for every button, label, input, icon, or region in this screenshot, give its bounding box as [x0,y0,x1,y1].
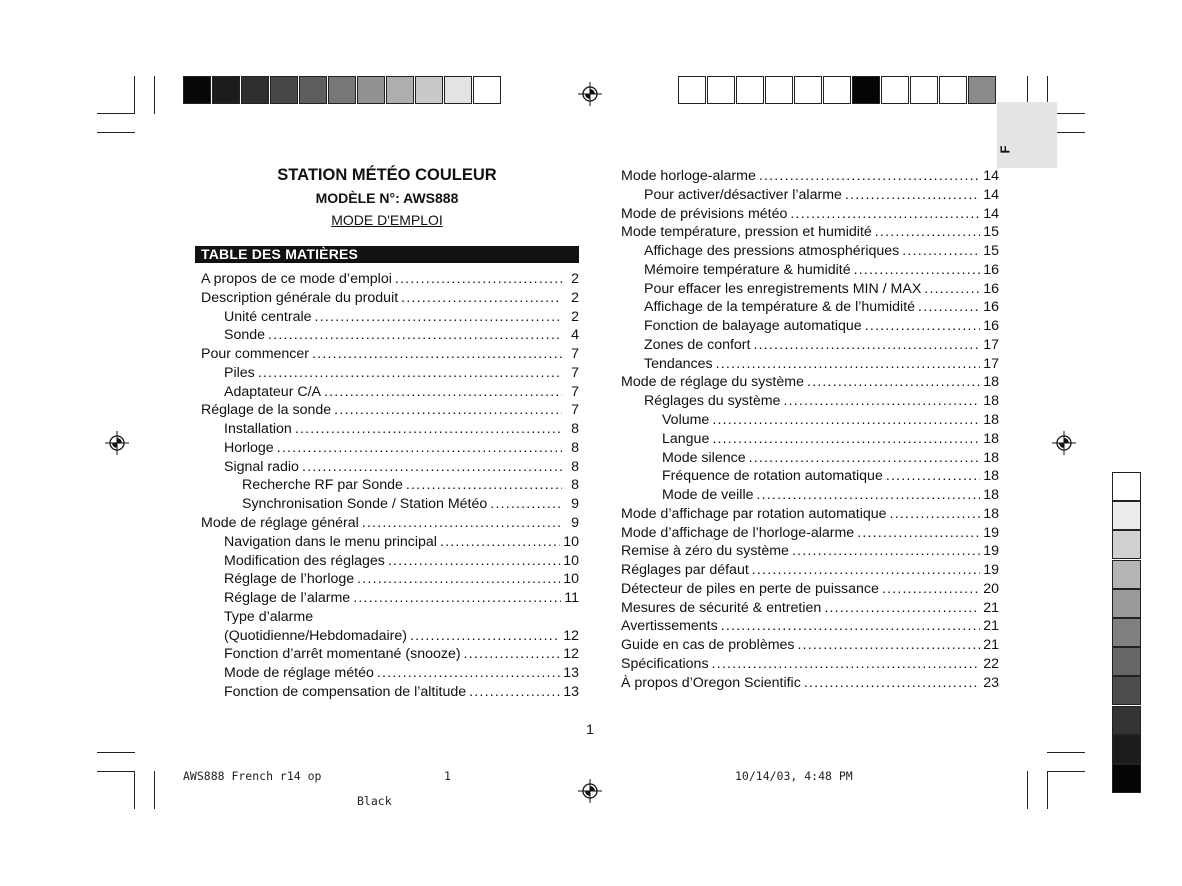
toc-entry[interactable] [201,401,579,420]
registration-mark-icon [1052,431,1076,455]
toc-leader-dots [792,542,980,561]
toc-entry-label: Signal radio [224,458,299,475]
toc-leader-dots [804,674,980,693]
toc-leader-dots [857,524,980,543]
toc-entry-page: 7 [571,383,579,400]
toc-entry-label: Affichage des pressions atmosphériques [644,243,900,260]
toc-leader-dots [757,486,981,505]
color-swatch [794,76,822,104]
toc-entry[interactable] [242,476,579,495]
toc-entry[interactable] [224,589,579,608]
toc-entry-label: Tendances [644,355,713,372]
toc-entry[interactable] [224,683,579,702]
toc-entry[interactable] [621,167,999,186]
toc-entry-label: Fonction de compensation de l’altitude [224,683,467,700]
footer-plate: Black [357,794,392,808]
color-swatch [1112,647,1141,676]
toc-entry[interactable] [621,542,999,561]
toc-entry-label: Affichage de la température & de l’humidité [644,299,916,316]
toc-entry-label: Installation [224,421,292,438]
color-swatch [1112,735,1141,764]
toc-entry-page: 2 [571,271,579,287]
toc-entry-page: 18 [983,449,999,466]
toc-entry[interactable] [662,467,999,486]
toc-entry-page: 14 [983,186,999,203]
color-swatch [823,76,851,104]
color-swatch [1112,764,1141,793]
toc-entry[interactable] [224,326,579,345]
toc-entry-page: 23 [983,674,999,691]
toc-entry-page: 18 [983,487,999,504]
toc-entry-label: Mode horloge-alarme [621,168,756,184]
toc-entry-page: 18 [983,412,999,428]
toc-entry[interactable] [621,524,999,543]
footer-date: 10/14/03, 4:48 PM [735,769,853,783]
toc-entry-page: 8 [571,477,579,494]
toc-entry-page: 20 [983,580,999,597]
toc-entry-label: Fréquence de rotation automatique [662,468,883,485]
toc-leader-dots [918,298,980,317]
toc-leader-dots [886,467,980,486]
toc-entry-page: 21 [983,637,999,654]
toc-entry-label: Spécifications [621,656,709,673]
toc-entry-page: 19 [983,562,999,579]
toc-entry-page: 16 [983,261,999,278]
toc-entry-label: Modification des réglages [224,552,385,569]
toc-entry-page: 15 [983,224,999,241]
color-swatch [1112,676,1141,705]
color-swatch [707,76,735,104]
toc-entry[interactable] [621,505,999,524]
toc-entry-label: Mode de réglage du système [621,374,804,391]
toc-leader-dots [752,561,980,580]
toc-entry[interactable] [224,383,579,402]
toc-entry[interactable] [621,674,999,693]
toc-leader-dots [268,326,562,345]
color-swatch [299,76,327,104]
toc-entry-page: 7 [571,346,579,363]
toc-entry-page: 2 [571,289,579,306]
color-swatch [473,76,501,104]
toc-leader-dots [759,167,980,186]
toc-entry-label: Fonction de balayage automatique [644,318,862,335]
toc-leader-dots [490,495,562,514]
toc-entry-label: Pour commencer [201,346,310,363]
color-swatch [852,76,880,104]
toc-entry-label: Navigation dans le menu principal [224,533,437,550]
toc-leader-dots [712,411,980,430]
toc-entry-page: 16 [983,299,999,316]
toc-entry-label: Avertissements [621,618,718,635]
toc-entry-page: 18 [983,430,999,447]
toc-entry-page: 14 [983,205,999,222]
toc-entry-page: 19 [983,524,999,541]
toc-leader-dots [790,205,980,224]
toc-entry-label: Pour effacer les enregistrements MIN / MAX [644,280,922,297]
toc-leader-dots [824,599,980,618]
color-swatch [678,76,706,104]
toc-entry-label: Synchronisation Sonde / Station Météo [242,496,488,513]
toc-entry-label: Recherche RF par Sonde [242,477,403,494]
toc-entry[interactable] [662,430,999,449]
toc-entry-label: Description générale du produit [201,289,399,306]
toc-entry[interactable] [224,420,579,439]
toc-entry[interactable] [621,561,999,580]
toc-entry[interactable] [621,655,999,674]
toc-entry[interactable] [662,411,999,430]
toc-entry[interactable] [224,627,579,646]
toc-leader-dots [902,242,980,261]
toc-entry-page: 12 [563,627,579,644]
toc-leader-dots [924,280,980,299]
toc-entry[interactable] [621,636,999,655]
toc-leader-dots [395,270,562,289]
color-swatch [212,76,240,104]
toc-entry-page: 21 [983,618,999,635]
toc-leader-dots [388,552,560,571]
toc-entry[interactable] [224,645,579,664]
toc-entry-page: 7 [571,402,579,419]
toc-entry[interactable] [644,392,999,411]
toc-entry-page: 7 [571,364,579,381]
toc-entry-page: 9 [571,496,579,513]
toc-entry-page: 16 [983,280,999,297]
toc-entry-label: Mode de veille [662,487,754,504]
color-swatch [1112,706,1141,735]
toc-entry-label: Mode température, pression et humidité [621,224,872,241]
document-title: STATION MÉTÉO COULEUR [277,166,497,184]
toc-entry-label: Détecteur de piles en perte de puissance [621,580,879,597]
toc-leader-dots [464,645,561,664]
toc-entry-label: Guide en cas de problèmes [621,637,795,654]
toc-leader-dots [440,533,560,552]
toc-entry-label: Unité centrale [224,308,312,325]
toc-entry[interactable] [242,495,579,514]
toc-leader-dots [401,289,562,308]
toc-entry[interactable] [644,261,999,280]
color-swatch [270,76,298,104]
toc-entry-page: 21 [983,599,999,616]
toc-entry-page: 13 [563,665,579,682]
toc-leader-dots [890,505,981,524]
toc-entry-label: Mode de réglage météo [224,665,374,682]
toc-leader-dots [783,392,980,411]
toc-entry-label: Horloge [224,439,274,456]
toc-entry-label: Mode d’affichage par rotation automatique [621,505,887,522]
toc-leader-dots [362,514,562,533]
color-swatch [1112,618,1141,647]
color-swatch [1112,472,1141,501]
toc-leader-dots [716,355,981,374]
toc-entry-label: Mesures de sécurité & entretien [621,599,822,616]
toc-leader-dots [469,683,560,702]
toc-entry-label: Pour activer/désactiver l’alarme [644,186,842,203]
toc-entry-page: 18 [983,374,999,391]
toc-entry-label: Mode de prévisions météo [621,205,788,222]
toc-entry[interactable] [224,364,579,383]
toc-entry-label: Remise à zéro du système [621,543,789,560]
color-swatch [1112,530,1141,559]
footer-page: 1 [444,769,451,783]
toc-entry-page: 18 [983,393,999,410]
registration-mark-icon [105,431,129,455]
toc-leader-dots [334,401,562,420]
toc-entry-page: 10 [563,533,579,550]
toc-entry[interactable] [224,439,579,458]
toc-leader-dots [302,458,562,477]
toc-entry-page: 15 [983,243,999,260]
toc-entry-page: 18 [983,468,999,485]
toc-entry[interactable] [621,373,999,392]
toc-entry-label: Piles [224,364,255,381]
toc-entry[interactable] [621,599,999,618]
toc-entry-page: 2 [571,308,579,325]
color-swatch [1112,589,1141,618]
toc-entry[interactable] [224,608,579,627]
toc-leader-dots [798,636,981,655]
toc-leader-dots [712,430,980,449]
toc-entry-label: Mémoire température & humidité [644,261,851,278]
toc-leader-dots [807,373,980,392]
color-swatch [881,76,909,104]
toc-leader-dots [315,308,562,327]
toc-entry[interactable] [644,280,999,299]
toc-entry[interactable] [644,317,999,336]
toc-entry-label: Réglage de l’horloge [224,571,355,588]
toc-entry[interactable] [224,308,579,327]
toc-entry[interactable] [662,486,999,505]
toc-entry[interactable] [621,580,999,599]
color-swatch [1112,501,1141,530]
toc-entry-page: 12 [563,646,579,663]
toc-entry-page: 16 [983,318,999,335]
toc-leader-dots [357,570,560,589]
toc-entry-label: Fonction d’arrêt momentané (snooze) [224,646,461,663]
toc-leader-dots [865,317,981,336]
toc-entry[interactable] [644,355,999,374]
toc-heading: TABLE DES MATIÈRES [195,246,579,263]
toc-entry-label: Mode de réglage général [201,515,359,531]
toc-entry-label: Réglages du système [644,393,781,410]
toc-entry-page: 9 [571,515,579,531]
toc-entry-label: Sonde [224,327,266,344]
toc-entry-page: 11 [564,590,579,607]
toc-entry-page: 14 [983,168,999,184]
toc-entry[interactable] [224,570,579,589]
toc-leader-dots [406,476,562,495]
color-swatch [939,76,967,104]
color-swatch [444,76,472,104]
color-swatch [765,76,793,104]
toc-entry-page: 8 [571,439,579,456]
color-swatch [968,76,996,104]
toc-entry[interactable] [224,458,579,477]
toc-leader-dots [312,345,562,364]
toc-entry[interactable] [644,242,999,261]
toc-entry[interactable] [224,552,579,571]
toc-entry-page: 22 [983,656,999,673]
toc-entry-label: Mode silence [662,449,746,466]
toc-entry-page: 17 [983,355,999,372]
toc-entry[interactable] [621,223,999,242]
toc-entry-label: Réglage de l’alarme [224,590,351,607]
toc-leader-dots [845,186,980,205]
toc-leader-dots [258,364,562,383]
toc-entry-page: 17 [983,336,999,353]
toc-entry[interactable] [201,514,579,533]
toc-entry[interactable] [201,270,579,289]
color-swatch [357,76,385,104]
color-swatch [183,76,211,104]
toc-entry[interactable] [224,664,579,683]
toc-entry-label: Réglages par défaut [621,562,749,579]
color-swatch [386,76,414,104]
model-number: MODÈLE N°: AWS888 [315,190,459,206]
toc-entry[interactable] [644,186,999,205]
toc-leader-dots [749,449,981,468]
toc-leader-dots [377,664,560,683]
toc-entry[interactable] [201,289,579,308]
toc-leader-dots [410,627,560,646]
toc-entry-label: À propos d’Oregon Scientific [621,674,801,691]
toc-entry-page: 4 [571,327,579,344]
toc-entry-page: 13 [563,683,579,700]
toc-leader-dots [882,580,980,599]
manual-subtitle: MODE D'EMPLOI [331,212,443,228]
toc-entry-label: Type d’alarme [224,608,314,625]
toc-entry-label: Adaptateur C/A [224,383,322,400]
toc-entry[interactable] [662,449,999,468]
registration-mark-icon [578,779,602,803]
toc-leader-dots [721,617,980,636]
color-swatch [736,76,764,104]
color-swatch [910,76,938,104]
toc-entry[interactable] [201,345,579,364]
toc-leader-dots [353,589,561,608]
toc-leader-dots [324,383,562,402]
color-swatch [241,76,269,104]
toc-entry[interactable] [621,205,999,224]
toc-entry-label: (Quotidienne/Hebdomadaire) [224,627,407,644]
registration-mark-icon [578,82,602,106]
toc-entry-page: 18 [983,505,999,522]
color-swatch [1112,560,1141,589]
toc-entry[interactable] [644,336,999,355]
toc-entry[interactable] [644,298,999,317]
toc-leader-dots [854,261,981,280]
color-swatch [415,76,443,104]
toc-leader-dots [277,439,562,458]
toc-entry[interactable] [224,533,579,552]
toc-entry-label: A propos de ce mode d’emploi [201,271,392,287]
footer-filename: AWS888 French r14 op [183,769,322,783]
language-tab-label: F [997,145,1013,154]
toc-leader-dots [295,420,562,439]
toc-entry-page: 8 [571,458,579,475]
toc-entry[interactable] [621,617,999,636]
toc-entry-page: 10 [563,571,579,588]
toc-leader-dots [875,223,980,242]
page-number: 1 [586,721,594,737]
toc-entry-page: 10 [563,552,579,569]
toc-entry-page: 19 [983,543,999,560]
toc-leader-dots [753,336,980,355]
toc-entry-label: Mode d’affichage de l’horloge-alarme [621,524,855,541]
toc-entry-label: Langue [662,430,710,447]
toc-entry-label: Zones de confort [644,336,751,353]
toc-entry-label: Réglage de la sonde [201,402,332,419]
language-tab [997,102,1057,168]
toc-leader-dots [712,655,981,674]
toc-entry-page: 8 [571,421,579,438]
color-swatch [328,76,356,104]
toc-entry-label: Volume [662,412,710,428]
